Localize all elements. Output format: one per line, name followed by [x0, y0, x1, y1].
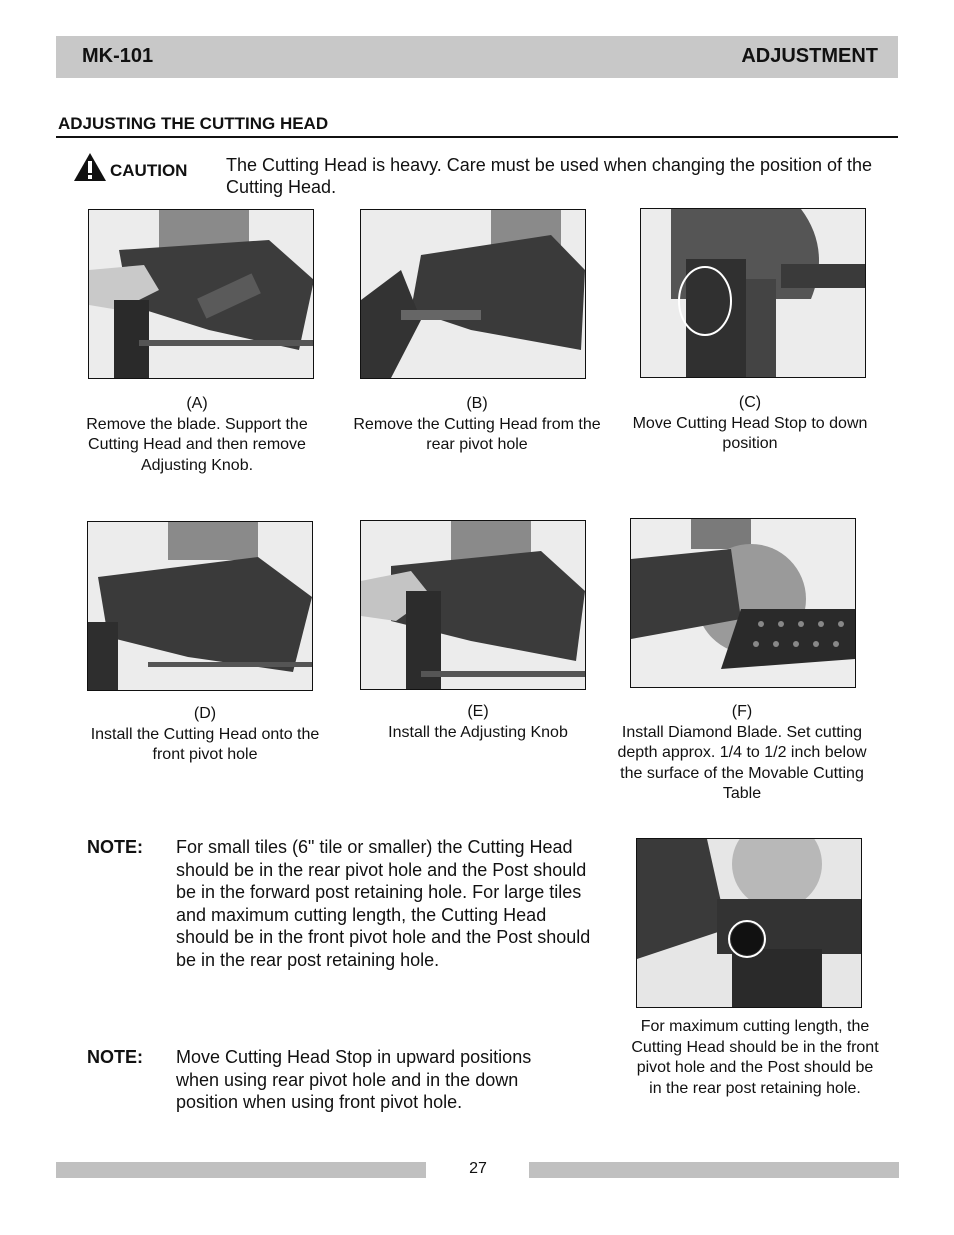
- photo-a: [88, 209, 314, 379]
- chapter-title: ADJUSTMENT: [741, 45, 878, 67]
- photo-side: [636, 838, 862, 1008]
- caption-c: [620, 393, 880, 455]
- caption-letter: (A): [186, 395, 208, 412]
- note-label: NOTE:: [87, 837, 143, 857]
- caption-letter: (F): [731, 703, 753, 720]
- model-name: MK-101: [82, 45, 154, 67]
- photo-b: [360, 209, 586, 379]
- caption-text: Move Cutting Head Stop to down position: [632, 414, 868, 452]
- caution-text: The Cutting Head is heavy. Care must be used when changing the position of the Cutting Head.: [226, 155, 873, 197]
- caption-text: Remove the Cutting Head from the rear pivot hole: [353, 415, 601, 453]
- photo-e: [360, 520, 586, 690]
- section-divider: [56, 136, 898, 138]
- note-text-pivot: For small tiles (6" tile or smaller) the Cutting Head should be in the rear pivot hole and the Post should be in the forward post retaining hole. For large tiles and maximum cutting length, the Cutting Head should be in the front pivot hole and the Post should be in the rear post retaining hole.: [176, 837, 591, 970]
- page-header: [56, 36, 898, 78]
- caption-text: Install the Cutting Head onto the front pivot hole: [90, 725, 320, 763]
- warning-triangle-icon: [73, 152, 107, 182]
- caption-letter: (C): [738, 394, 762, 411]
- caption-letter: (B): [466, 395, 488, 412]
- caption-d: [80, 704, 330, 766]
- footer-bar-right: [529, 1162, 899, 1178]
- note-label: NOTE:: [87, 1047, 143, 1067]
- photo-c: [640, 208, 866, 378]
- caution-label: CAUTION: [110, 161, 188, 180]
- page-number: 27: [469, 1160, 487, 1177]
- caption-side: For maximum cutting length, the Cutting Head should be in the front pivot hole and the Post should be in the rear post retaining hole.: [631, 1018, 879, 1097]
- caption-letter: (E): [467, 703, 489, 720]
- caption-letter: (D): [193, 705, 217, 722]
- photo-f: [630, 518, 856, 688]
- caption-a: [68, 394, 326, 476]
- footer-bar-left: [56, 1162, 426, 1178]
- caption-b: [348, 394, 606, 456]
- caption-text: Install Diamond Blade. Set cutting depth approx. 1/4 to 1/2 inch below the surface of the Movable Cutting Table: [617, 723, 867, 802]
- photo-d: [87, 521, 313, 691]
- caption-text: Install the Adjusting Knob: [388, 723, 568, 741]
- caption-e: [350, 702, 606, 743]
- section-title: ADJUSTING THE CUTTING HEAD: [58, 114, 329, 133]
- note-text-stop: Move Cutting Head Stop in upward positions when using rear pivot hole and in the down position when using front pivot hole.: [176, 1047, 532, 1113]
- caption-f: [612, 702, 872, 805]
- caption-text: Remove the blade. Support the Cutting Head and then remove Adjusting Knob.: [86, 415, 308, 474]
